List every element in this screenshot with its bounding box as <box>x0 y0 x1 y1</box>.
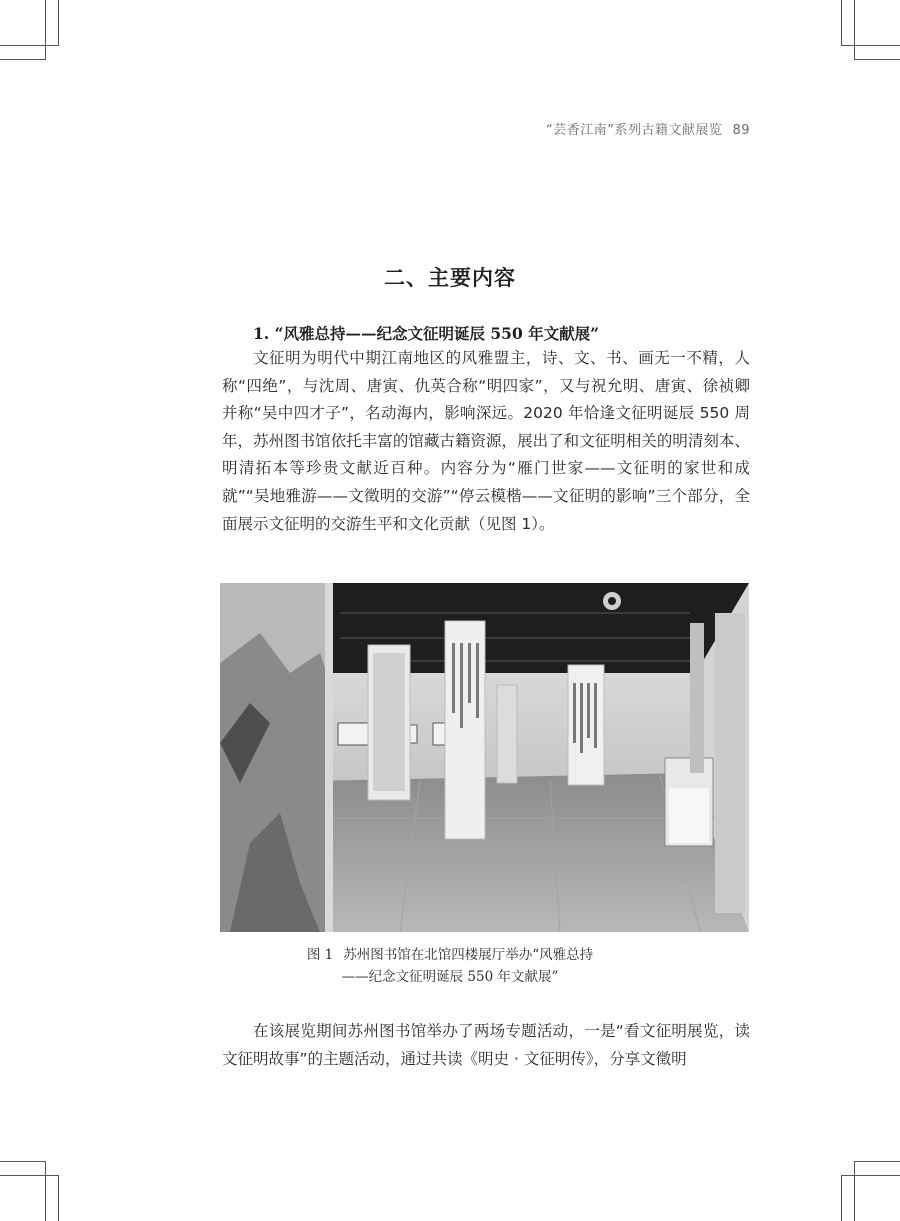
crop-mark <box>45 0 46 60</box>
crop-mark <box>45 1161 46 1221</box>
crop-mark <box>841 1175 842 1221</box>
figure-caption-line1 <box>0 944 900 966</box>
crop-mark <box>0 59 46 60</box>
crop-mark <box>854 59 900 60</box>
figure-caption <box>0 944 900 988</box>
exhibition-photo <box>220 583 749 932</box>
running-title: “芸香江南”系列古籍文献展览 <box>545 123 723 138</box>
body-paragraph: 在该展览期间苏州图书馆举办了两场专题活动，一是“看文征明展览，读文征明故事”的主题活动，通过共读《明史 · 文征明传》，分享文徵明 <box>222 1022 750 1068</box>
crop-mark <box>0 1175 59 1176</box>
crop-mark <box>854 1161 855 1221</box>
crop-mark <box>854 1161 900 1162</box>
crop-mark <box>0 45 59 46</box>
figure-number: 图 1 <box>306 947 334 963</box>
running-header <box>546 119 750 138</box>
crop-mark <box>0 1161 46 1162</box>
figure-caption-text: 苏州图书馆在北馆四楼展厅举办“风雅总持 <box>343 947 594 963</box>
crop-mark <box>58 1175 59 1221</box>
body-paragraph: 文征明为明代中期江南地区的风雅盟主，诗、文、书、画无一不精，人称“四绝”，与沈周、唐寅、仇英合称“明四家”，又与祝允明、唐寅、徐祯卿并称“吴中四才子”，名动海内，影响深远。2020 年恰逢文征明诞辰 550 周年，苏州图书馆依托丰富的馆藏古籍资源，展出了和文征明相关的明清刻本、明清拓本等珍贵文献近百种。内容分为“雁门世家——文征明的家世和成就”“吴地雅游——文徵明的交游”“停云模楷——文征明的影响”三个部分，全面展示文征明的交游生平和文化贡献（见图 1）。 <box>222 349 750 533</box>
page-number: 89 <box>732 123 750 138</box>
crop-mark <box>841 1175 900 1176</box>
figure-caption-line2: ——纪念文征明诞辰 550 年文献展” <box>341 969 559 985</box>
crop-mark <box>854 0 855 60</box>
section-title: 二、主要内容 <box>384 265 516 290</box>
subsection-heading: 1. “风雅总持——纪念文征明诞辰 550 年文献展” <box>253 324 600 343</box>
crop-mark <box>841 45 900 46</box>
exhibition-hall-image <box>220 583 749 932</box>
crop-mark <box>58 0 59 46</box>
crop-mark <box>841 0 842 46</box>
